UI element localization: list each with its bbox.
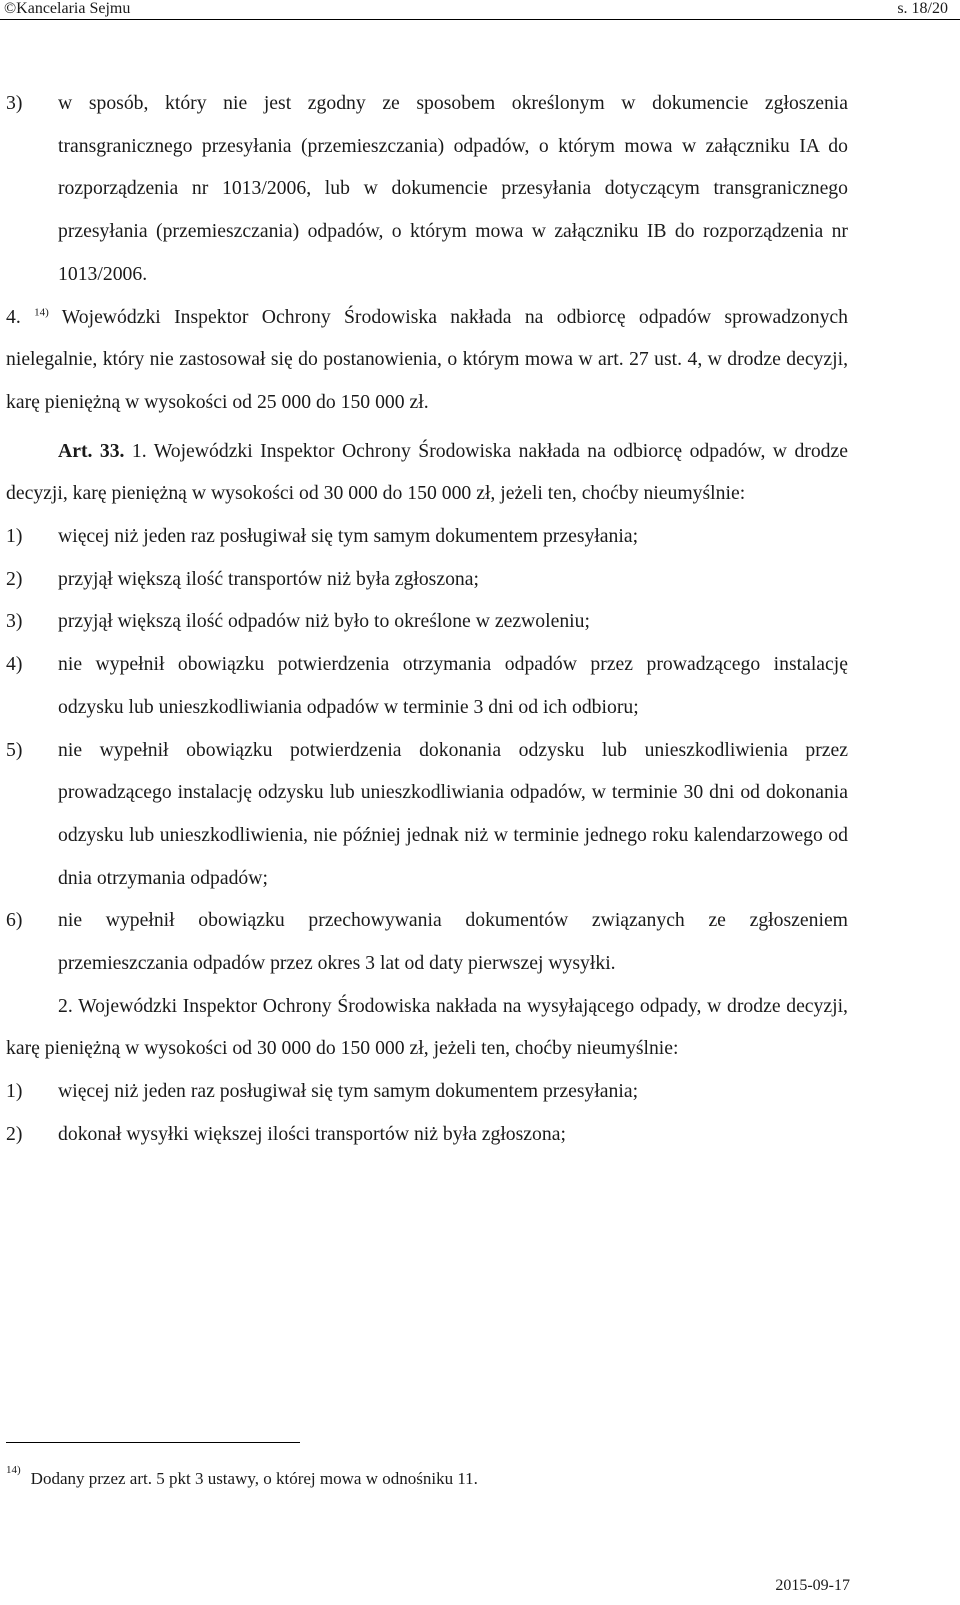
list-item	[6, 600, 848, 643]
list-item	[6, 643, 848, 728]
item-number: 2)	[6, 567, 23, 590]
list-item	[6, 729, 848, 900]
footer-date: 2015-09-17	[775, 1577, 850, 1594]
item-text: więcej niż jeden raz posługiwał się tym samym dokumentem przesyłania;	[58, 1080, 639, 1103]
list-item	[6, 515, 848, 558]
header-copyright: ©Kancelaria Sejmu	[4, 0, 131, 17]
header-rule	[0, 19, 960, 20]
item-number: 3)	[6, 92, 23, 114]
list-item	[6, 82, 848, 296]
footnote	[6, 1464, 866, 1489]
item-number: 1)	[6, 525, 23, 548]
item-text: przyjął większą ilość transportów niż była zgłoszona;	[58, 567, 479, 590]
footnote-mark: 14)	[6, 1464, 21, 1476]
article-heading: Art. 33.	[58, 439, 125, 462]
item-number: 6)	[6, 909, 23, 932]
paragraph-number: 1.	[131, 439, 147, 462]
item-text: dokonał wysyłki większej ilości transportów niż była zgłoszona;	[58, 1122, 566, 1145]
footnote-reference: 14)	[34, 305, 49, 318]
item-number: 3)	[6, 610, 23, 633]
ust2-list	[6, 1070, 848, 1155]
header-page-number: s. 18/20	[897, 0, 948, 17]
paragraph-text: Wojewódzki Inspektor Ochrony Środowiska nakłada na wysyłającego odpady, w drodze decyzji, karę pieniężną w wysokości od 30 000 do 150 000 zł, jeżeli ten, choćby nieumyślnie:	[6, 994, 848, 1060]
paragraph-text: Wojewódzki Inspektor Ochrony Środowiska nakłada na odbiorcę odpadów, w drodze decyzji, karę pieniężną w wysokości od 30 000 do 150 000 zł, jeżeli ten, choćby nieumyślnie:	[6, 439, 849, 505]
item-text: nie wypełnił obowiązku potwierdzenia dokonania odzysku lub unieszkodliwienia przez prowadzącego instalację odzysku lub unieszkodliwiania odpadów, w terminie 30 dni od dokonania odzysku lub unieszkodliwienia, nie później jednak niż w terminie jednego roku kalendarzowego od dnia otrzymania odpadów;	[58, 738, 848, 889]
ust1-list	[6, 515, 848, 985]
paragraph-number: 2.	[58, 994, 73, 1017]
item-number: 2)	[6, 1122, 23, 1145]
article-33-ust-1	[6, 430, 848, 515]
item-text: więcej niż jeden raz posługiwał się tym samym dokumentem przesyłania;	[58, 525, 639, 548]
item-number: 5)	[6, 738, 23, 761]
item-text: w sposób, który nie jest zgodny ze sposobem określonym w dokumencie zgłoszenia transgranicznego przesyłania (przemieszczania) odpadów, o którym mowa w załączniku IA do rozporządzenia nr 1013/2006, lub w dokumencie przesyłania dotyczącym transgranicznego przesyłania (przemieszczania) odpadów, o którym mowa w załączniku IB do rozporządzenia nr 1013/2006.	[58, 92, 848, 285]
list-item	[6, 558, 848, 601]
item-number: 1)	[6, 1080, 23, 1103]
footnote-separator	[6, 1442, 300, 1443]
paragraph-4	[6, 296, 848, 424]
list-item	[6, 1070, 848, 1113]
item-text: nie wypełnił obowiązku przechowywania dokumentów związanych ze zgłoszeniem przemieszczania odpadów przez okres 3 lat od daty pierwszej wysyłki.	[58, 909, 848, 975]
list-item	[6, 1113, 848, 1156]
page-header	[0, 0, 960, 22]
paragraph-number: 4.	[6, 305, 21, 328]
footnote-text: Dodany przez art. 5 pkt 3 ustawy, o której mowa w odnośniku 11.	[30, 1468, 478, 1488]
list-item	[6, 899, 848, 984]
article-33-ust-2	[6, 985, 848, 1070]
document-body	[6, 82, 848, 1156]
item-text: nie wypełnił obowiązku potwierdzenia otrzymania odpadów przez prowadzącego instalację odzysku lub unieszkodliwiania odpadów w terminie 3 dni od ich odbioru;	[58, 653, 848, 718]
item-text: przyjął większą ilość odpadów niż było to określone w zezwoleniu;	[58, 610, 590, 633]
item-number: 4)	[6, 653, 23, 676]
paragraph-text: Wojewódzki Inspektor Ochrony Środowiska nakłada na odbiorcę odpadów sprowadzonych nielegalnie, który nie zastosował się do postanowienia, o którym mowa w art. 27 ust. 4, w drodze decyzji, karę pieniężną w wysokości od 25 000 do 150 000 zł.	[6, 305, 848, 413]
